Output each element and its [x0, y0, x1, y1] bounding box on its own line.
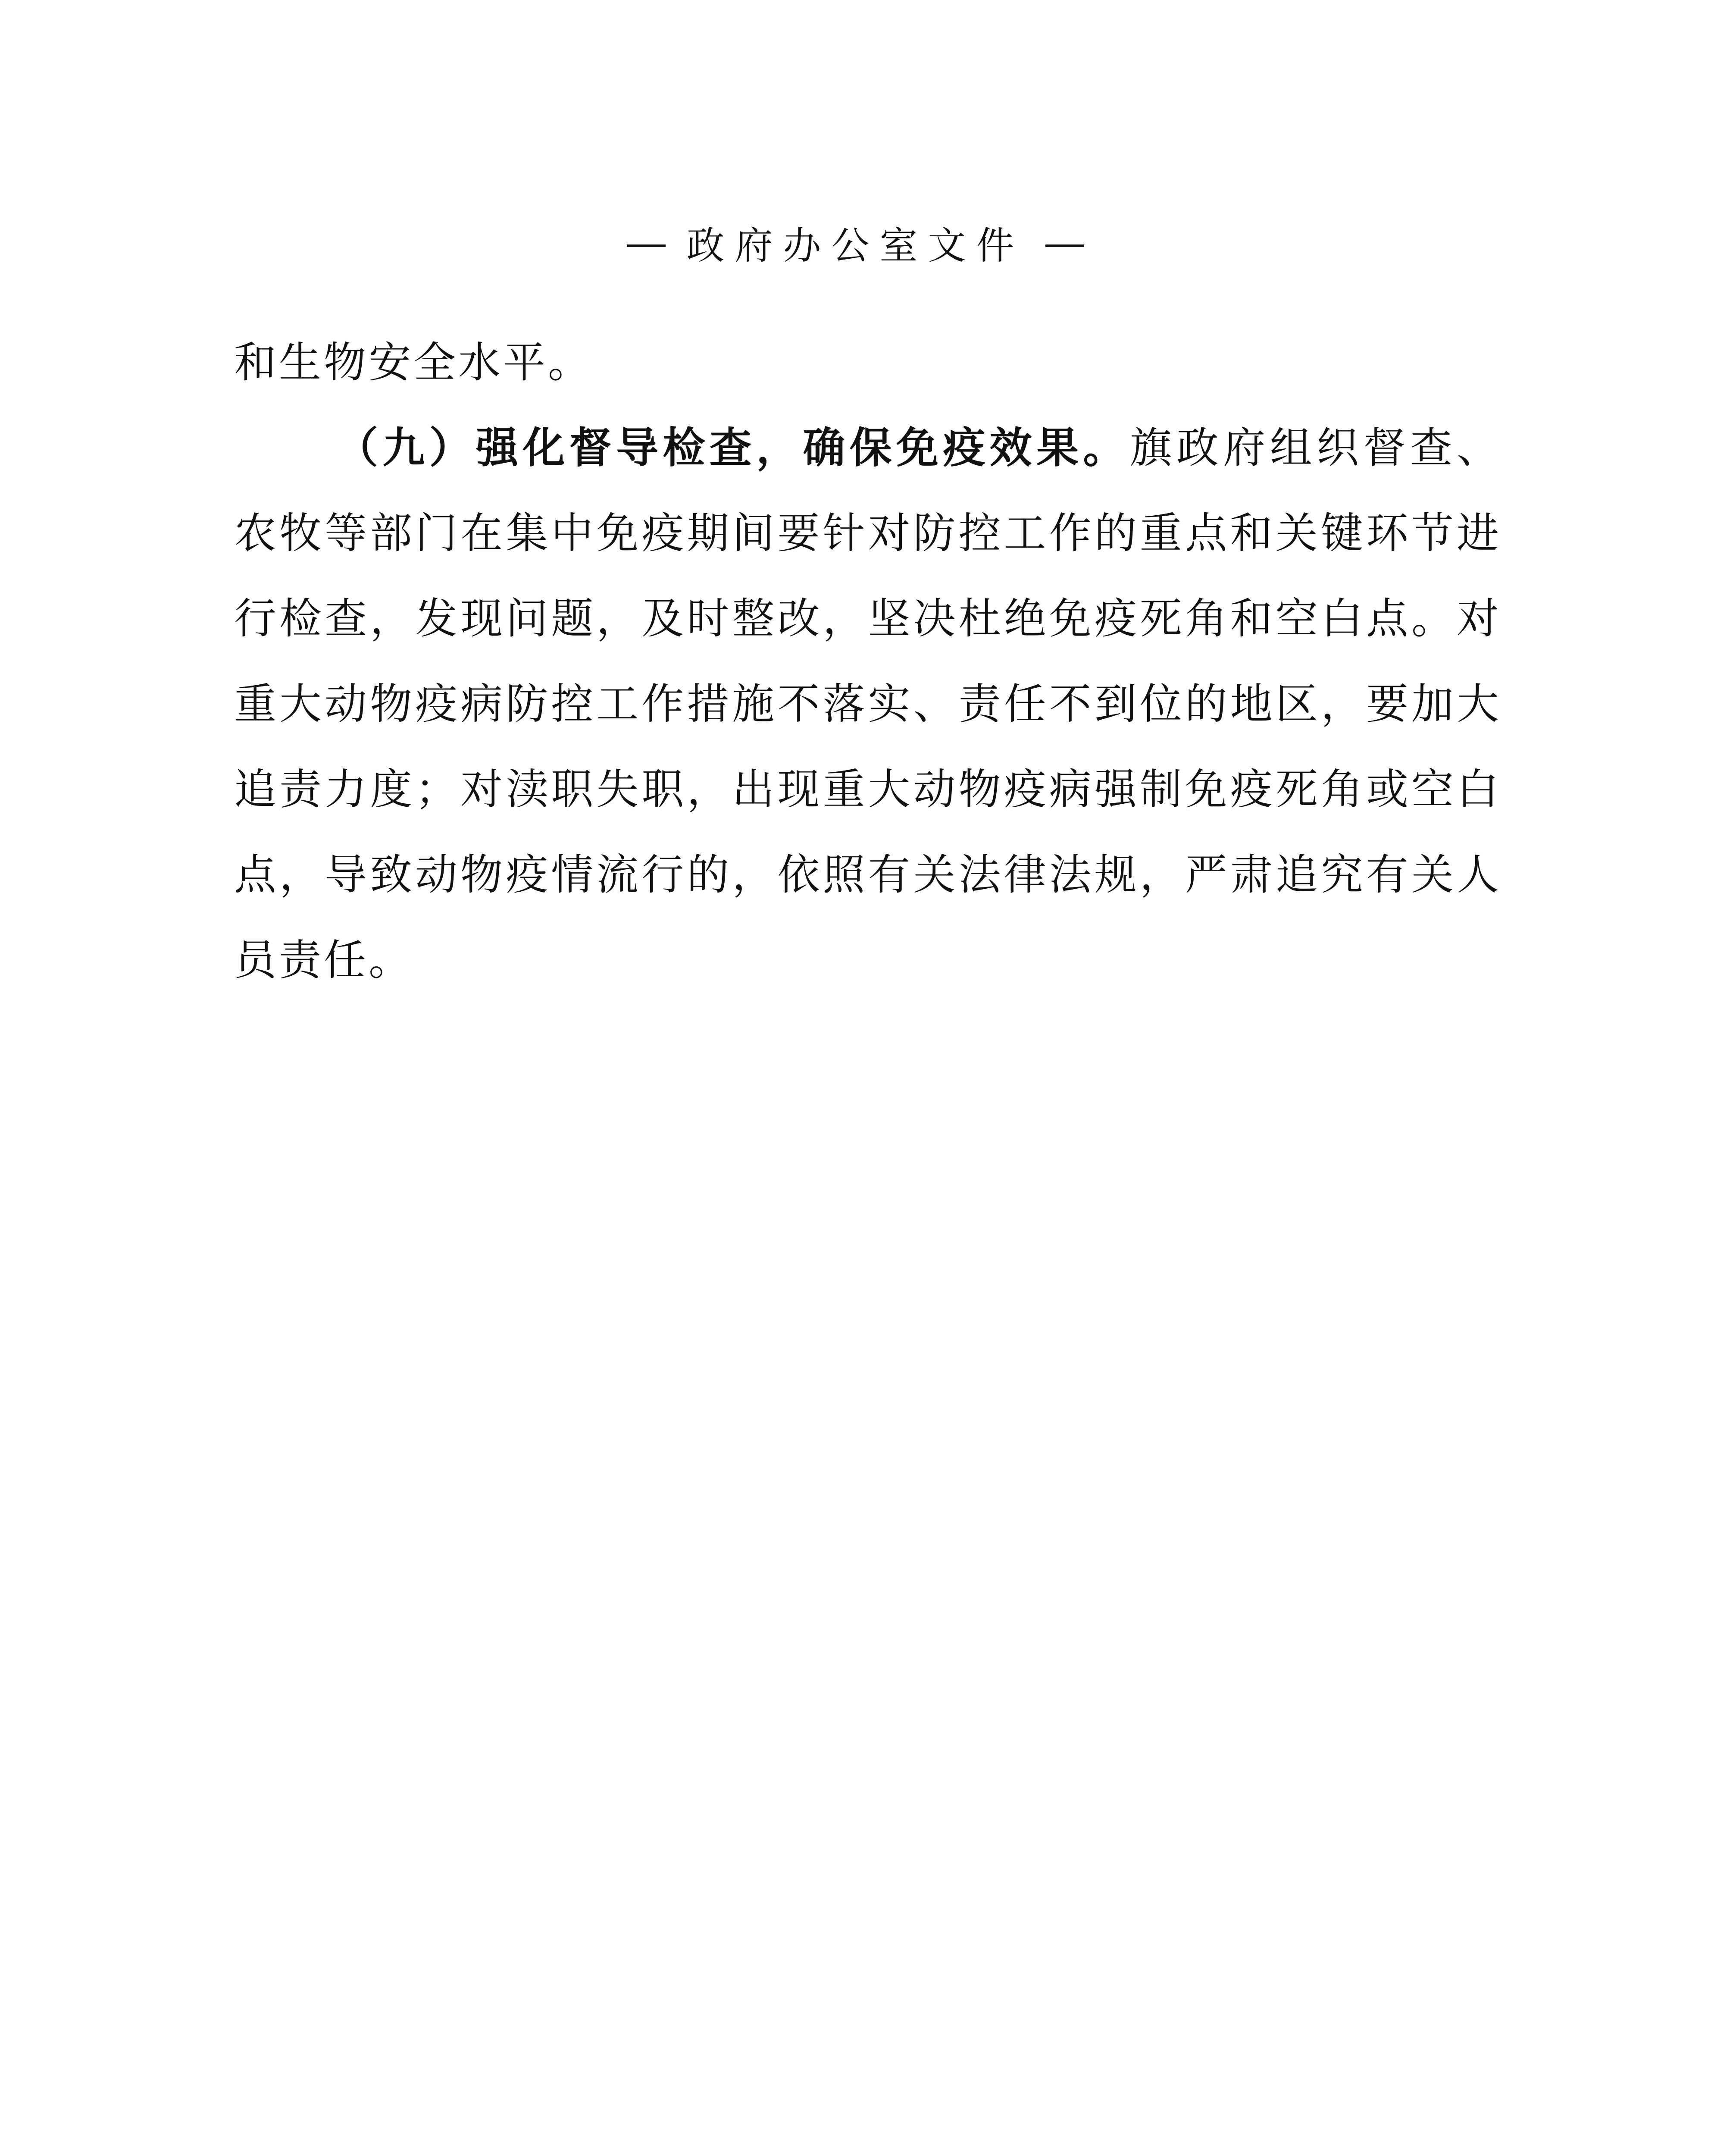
paragraph-text: 旗政府组织督查、农牧等部门在集中免疫期间要针对防控工作的重点和关键环节进行检查，发现问题，及时整改，坚决杜绝免疫死角和空白点。对重大动物疫病防控工作措施不落实、责任不到位的地区，要加大追责力度；对渎职失职，出现重大动物疫病强制免疫死角或空白点，导致动物疫情流行的，依照有关法律法规，严肃追究有关人员责任。	[234, 423, 1501, 985]
header-dash-left	[627, 244, 666, 247]
page-header	[0, 220, 1711, 272]
document-body	[234, 320, 1501, 1003]
header-dash-right	[1045, 244, 1084, 247]
paragraph-continuation: 和生物安全水平。	[234, 338, 593, 387]
paragraph-nine	[234, 405, 1501, 1003]
header-title: 政府办公室文件	[686, 223, 1025, 268]
paragraph-heading: （九）强化督导检查，确保免疫效果。	[336, 423, 1130, 473]
